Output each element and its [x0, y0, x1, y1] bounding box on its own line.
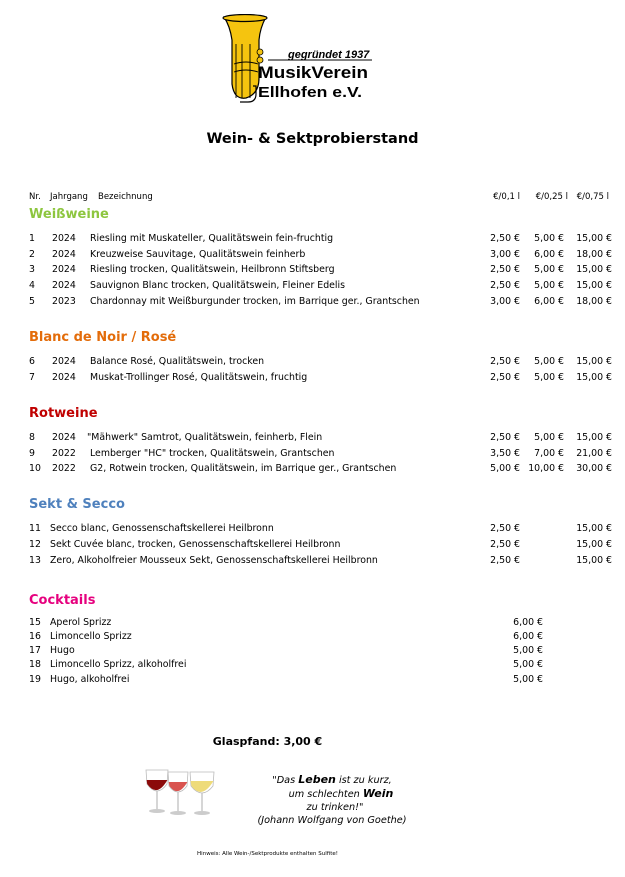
wine-price-025: 10,00 €: [528, 463, 564, 474]
wine-name: Riesling mit Muskateller, Qualitätswein fein-fruchtig: [90, 233, 334, 244]
logo-founded: gegründet 1937: [288, 49, 370, 61]
wine-nr: 13: [29, 555, 41, 566]
cocktail-name: Aperol Sprizz: [50, 617, 112, 628]
white-wine-glass-icon: [190, 772, 214, 815]
wine-year: 2023: [52, 296, 76, 307]
wine-nr: 7: [29, 372, 35, 383]
header-price-075: €/0,75 l: [576, 192, 609, 202]
quote-line-1: "Das Leben ist zu kurz,: [272, 773, 392, 786]
red-wine-glass-icon: [146, 770, 168, 813]
wine-year: 2024: [52, 372, 76, 383]
quote-line-2: um schlechten Wein: [288, 787, 394, 800]
wine-price-01: 2,50 €: [490, 523, 520, 534]
cocktail-row: [0, 644, 625, 658]
wine-nr: 12: [29, 539, 41, 550]
header-price-01: €/0,1 l: [493, 192, 520, 202]
wine-year: 2024: [52, 356, 76, 367]
wine-price-025: 6,00 €: [534, 296, 564, 307]
logo-name-line1: MusikVerein: [258, 63, 368, 82]
wine-price-01: 3,00 €: [490, 296, 520, 307]
wine-year: 2024: [52, 432, 76, 443]
wine-price-01: 2,50 €: [490, 280, 520, 291]
wine-name: "Mähwerk" Samtrot, Qualitätswein, feinherb, Flein: [87, 432, 323, 443]
wine-price-01: 2,50 €: [490, 539, 520, 550]
wine-price-025: 7,00 €: [534, 448, 564, 459]
wine-row: [0, 263, 625, 277]
wine-price-01: 2,50 €: [490, 264, 520, 275]
wine-name: Lemberger "HC" trocken, Qualitätswein, Grantschen: [90, 448, 335, 459]
header-nr: Nr.: [29, 192, 41, 202]
wine-price-075: 15,00 €: [576, 432, 612, 443]
cocktail-name: Hugo: [50, 645, 75, 656]
section-heading-rotweine: Rotweine: [29, 406, 98, 421]
cocktail-row: [0, 616, 625, 630]
wine-year: 2024: [52, 264, 76, 275]
wine-nr: 3: [29, 264, 35, 275]
wine-price-075: 30,00 €: [576, 463, 612, 474]
cocktail-price: 5,00 €: [513, 659, 543, 670]
wine-name: Kreuzweise Sauvitage, Qualitätswein feinherb: [90, 249, 306, 260]
wine-price-025: 5,00 €: [534, 233, 564, 244]
wine-price-075: 18,00 €: [576, 249, 612, 260]
glaspfand: Glaspfand: 3,00 €: [212, 735, 323, 748]
wine-price-025: 5,00 €: [534, 356, 564, 367]
cocktail-price: 5,00 €: [513, 674, 543, 685]
wine-price-01: 5,00 €: [490, 463, 520, 474]
cocktail-name: Limoncello Sprizz: [50, 631, 132, 642]
wine-price-025: 5,00 €: [534, 432, 564, 443]
wine-row: [0, 371, 625, 385]
cocktail-nr: 18: [29, 659, 41, 670]
section-heading-sekt: Sekt & Secco: [29, 497, 125, 512]
wine-price-025: 5,00 €: [534, 372, 564, 383]
wine-row: [0, 355, 625, 369]
goethe-quote: [232, 773, 432, 827]
musikverein-logo: [222, 14, 372, 106]
wine-price-01: 2,50 €: [490, 356, 520, 367]
cocktail-name: Hugo, alkoholfrei: [50, 674, 130, 685]
cocktail-nr: 16: [29, 631, 41, 642]
wine-price-075: 18,00 €: [576, 296, 612, 307]
wine-row: [0, 248, 625, 262]
wine-price-075: 15,00 €: [576, 264, 612, 275]
wine-name: Sekt Cuvée blanc, trocken, Genossenschaftskellerei Heilbronn: [50, 539, 341, 550]
wine-row: [0, 279, 625, 293]
header-price-025: €/0,25 l: [535, 192, 568, 202]
section-heading-rose: Blanc de Noir / Rosé: [29, 330, 177, 345]
wine-price-01: 2,50 €: [490, 233, 520, 244]
header-year: Jahrgang: [50, 192, 88, 202]
wine-name: Riesling trocken, Qualitätswein, Heilbronn Stiftsberg: [90, 264, 335, 275]
wine-nr: 1: [29, 233, 35, 244]
wine-nr: 6: [29, 356, 35, 367]
wine-price-075: 15,00 €: [576, 539, 612, 550]
wine-year: 2024: [52, 249, 76, 260]
wine-row: [0, 232, 625, 246]
wine-nr: 11: [29, 523, 41, 534]
quote-author: (Johann Wolfgang von Goethe): [257, 815, 407, 826]
wine-nr: 4: [29, 280, 35, 291]
wine-name: Muskat-Trollinger Rosé, Qualitätswein, fruchtig: [90, 372, 308, 383]
wine-price-075: 15,00 €: [576, 233, 612, 244]
wine-price-075: 15,00 €: [576, 523, 612, 534]
wine-row: [0, 447, 625, 461]
cocktail-row: [0, 673, 625, 687]
wine-name: G2, Rotwein trocken, Qualitätswein, im Barrique ger., Grantschen: [90, 463, 397, 474]
wine-price-025: 5,00 €: [534, 280, 564, 291]
logo-name-line2: Ellhofen e.V.: [258, 84, 362, 101]
wine-price-01: 2,50 €: [490, 432, 520, 443]
rose-wine-glass-icon: [168, 772, 188, 815]
cocktail-row: [0, 658, 625, 672]
wine-name: Zero, Alkoholfreier Mousseux Sekt, Genossenschaftskellerei Heilbronn: [50, 555, 378, 566]
wine-price-025: 5,00 €: [534, 264, 564, 275]
wine-nr: 2: [29, 249, 35, 260]
wine-price-01: 3,00 €: [490, 249, 520, 260]
cocktail-price: 5,00 €: [513, 645, 543, 656]
cocktail-name: Limoncello Sprizz, alkoholfrei: [50, 659, 187, 670]
sulfite-notice: Hinweis: Alle Wein-/Sektprodukte enthalten Sulfite!: [197, 851, 338, 857]
cocktail-nr: 17: [29, 645, 41, 656]
cocktail-row: [0, 630, 625, 644]
wine-nr: 10: [29, 463, 41, 474]
wine-nr: 8: [29, 432, 35, 443]
wine-year: 2024: [52, 280, 76, 291]
wine-price-075: 15,00 €: [576, 280, 612, 291]
wine-price-025: 6,00 €: [534, 249, 564, 260]
wine-nr: 9: [29, 448, 35, 459]
wine-row: [0, 554, 625, 568]
wine-name: Secco blanc, Genossenschaftskellerei Heilbronn: [50, 523, 274, 534]
wine-row: [0, 295, 625, 309]
wine-year: 2022: [52, 448, 76, 459]
wine-row: [0, 431, 625, 445]
wine-row: [0, 522, 625, 536]
header-name: Bezeichnung: [98, 192, 153, 202]
wine-price-01: 2,50 €: [490, 555, 520, 566]
wine-row: [0, 462, 625, 476]
wine-price-075: 15,00 €: [576, 372, 612, 383]
wine-price-01: 3,50 €: [490, 448, 520, 459]
wine-year: 2024: [52, 233, 76, 244]
wine-price-075: 15,00 €: [576, 356, 612, 367]
wine-row: [0, 538, 625, 552]
section-heading-cocktails: Cocktails: [29, 593, 96, 608]
cocktail-nr: 19: [29, 674, 41, 685]
wine-glasses-image: [142, 768, 218, 816]
wine-name: Balance Rosé, Qualitätswein, trocken: [90, 356, 265, 367]
cocktail-price: 6,00 €: [513, 631, 543, 642]
quote-line-3: zu trinken!": [306, 802, 364, 813]
section-heading-weissweine: Weißweine: [29, 207, 109, 222]
page-title: Wein- & Sektprobierstand: [206, 131, 419, 147]
wine-year: 2022: [52, 463, 76, 474]
wine-name: Sauvignon Blanc trocken, Qualitätswein, Fleiner Edelis: [90, 280, 346, 291]
wine-price-01: 2,50 €: [490, 372, 520, 383]
wine-name: Chardonnay mit Weißburgunder trocken, im Barrique ger., Grantschen: [90, 296, 420, 307]
wine-price-075: 15,00 €: [576, 555, 612, 566]
wine-price-075: 21,00 €: [576, 448, 612, 459]
cocktail-nr: 15: [29, 617, 41, 628]
wine-nr: 5: [29, 296, 35, 307]
cocktail-price: 6,00 €: [513, 617, 543, 628]
